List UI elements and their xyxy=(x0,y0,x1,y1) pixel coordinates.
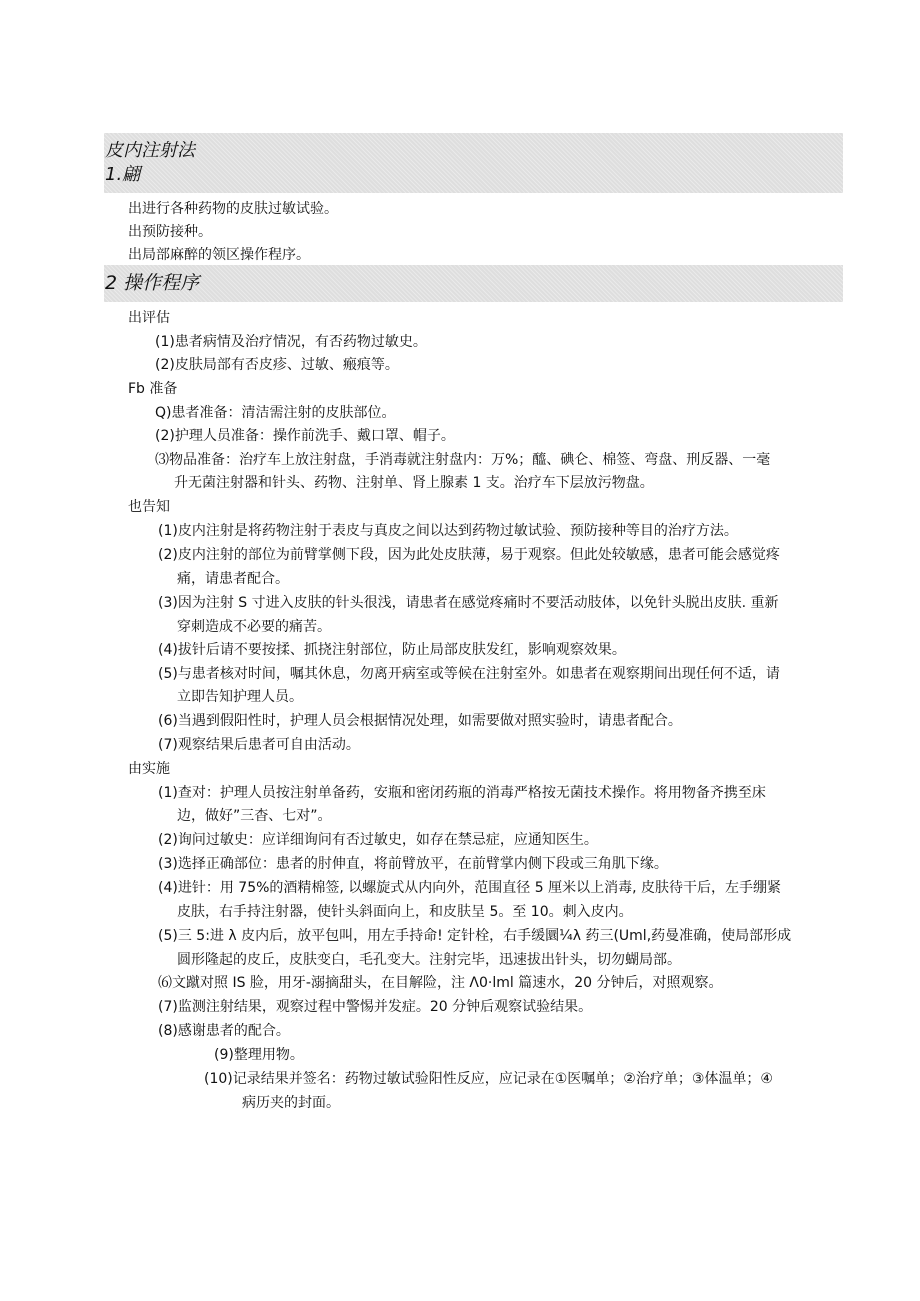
list-item: ⑶物品准备：治疗车上放注射盘，手消毒就注射盘内：万%；醯、碘仑、棉签、弯盘、刑反器、一毫 xyxy=(155,452,771,468)
section-header-band xyxy=(104,133,843,193)
section-subtitle: 1.翩 xyxy=(105,164,141,185)
list-item: (8)感谢患者的配合。 xyxy=(158,1023,290,1039)
list-item-continued: 升无菌注射器和针头、药物、注射单、肾上腺素 1 支。治疗车下层放污物盘。 xyxy=(174,475,654,491)
subsection-heading: 由实施 xyxy=(128,761,170,777)
list-item: (2)皮肤局部有否皮疹、过敏、瘢痕等。 xyxy=(155,357,399,373)
purpose-item: 出局部麻醉的领区操作程序。 xyxy=(128,247,310,263)
list-item: (5)三 5:进 λ 皮内后，放平包叫，用左手持命! 定针栓，右手缓圜¼λ 药三(Uml,药曼准确，使局部形成 xyxy=(158,928,792,944)
section-title: 皮内注射法 xyxy=(105,140,195,161)
list-item: (2)护理人员准备：操作前洗手、戴口罩、帽子。 xyxy=(155,428,455,444)
list-item: (2)皮内注射的部位为前臂掌侧下段，因为此处皮肤薄，易于观察。但此处较敏感，患者可能会感觉疼 xyxy=(158,547,780,563)
list-item: (7)观察结果后患者可自由活动。 xyxy=(158,737,360,753)
section-title: 2 操作程序 xyxy=(105,272,200,294)
section-header-band xyxy=(104,265,843,302)
list-item-continued: 痛，请患者配合。 xyxy=(177,571,289,587)
list-item: (6)当遇到假阳性时，护理人员会根据情况处理，如需要做对照实验时，请患者配合。 xyxy=(158,713,682,729)
subsection-heading: Fb 准备 xyxy=(128,381,178,397)
purpose-item: 出预防接种。 xyxy=(128,224,212,240)
list-item: (3)选择正确部位：患者的肘伸直，将前臂放平，在前臂掌内侧下段或三角肌下缘。 xyxy=(158,856,668,872)
list-item: (1)查对：护理人员按注射单备药，安瓶和密闭药瓶的消毒严格按无菌技术操作。将用物备齐携至床 xyxy=(158,785,766,801)
list-item: Q)患者准备：清洁需注射的皮肤部位。 xyxy=(155,405,396,421)
list-item-continued: 立即告知护理人员。 xyxy=(177,689,303,705)
list-item: (3)因为注射 S 寸进入皮肤的针头很浅，请患者在感觉疼痛时不要活动肢体，以免针头脱出皮肤. 重新 xyxy=(158,595,779,611)
list-item-continued: 皮肤，右手持注射器，使针头斜面向上，和皮肤呈 5。至 10。刺入皮内。 xyxy=(177,904,633,920)
list-item: (7)监测注射结果，观察过程中警惕并发症。20 分钟后观察试验结果。 xyxy=(158,999,593,1015)
subsection-heading: 也告知 xyxy=(128,499,170,515)
list-item: (4)拔针后请不要按揉、抓挠注射部位，防止局部皮肤发红，影响观察效果。 xyxy=(158,642,626,658)
list-item-continued: 圆形隆起的皮丘，皮肤变白，毛孔变大。注射完毕，迅速拔出针头，切勿蝴局部。 xyxy=(177,952,681,968)
list-item: (2)询问过敏史：应详细询问有否过敏史，如存在禁忌症，应通知医生。 xyxy=(158,832,598,848)
purpose-item: 出进行各种药物的皮肤过敏试验。 xyxy=(128,201,338,217)
list-item-continued: 边，做好”三杳、七对”。 xyxy=(177,808,332,824)
list-item-continued: 病历夹的封面。 xyxy=(242,1095,340,1111)
list-item-continued: 穿刺造成不必要的痛苦。 xyxy=(177,619,331,635)
list-item: (1)患者病情及治疗情况，有否药物过敏史。 xyxy=(155,334,427,350)
list-item: (1)皮内注射是将药物注射于表皮与真皮之间以达到药物过敏试验、预防接种等目的治疗方法。 xyxy=(158,523,738,539)
list-item: (10)记录结果并签名：药物过敏试验阳性反应，应记录在①医嘱单；②治疗单；③体温单；④ xyxy=(204,1071,773,1087)
list-item: ⑹文蹴对照 IS 脸，用牙-溺摘甜头，在目解险，注 Λ0·lml 篇速水，20 分钟后，对照观察。 xyxy=(158,975,723,991)
list-item: (4)进针：用 75%的酒精棉签, 以螺旋式从内向外，范围直径 5 厘米以上消毒, 皮肤待干后，左手绷紧 xyxy=(158,880,782,896)
list-item: (9)整理用物。 xyxy=(214,1047,304,1063)
subsection-heading: 出评估 xyxy=(128,310,170,326)
list-item: (5)与患者核对时间，嘱其休息，勿离开病室或等候在注射室外。如患者在观察期间出现任何不适，请 xyxy=(158,666,780,682)
